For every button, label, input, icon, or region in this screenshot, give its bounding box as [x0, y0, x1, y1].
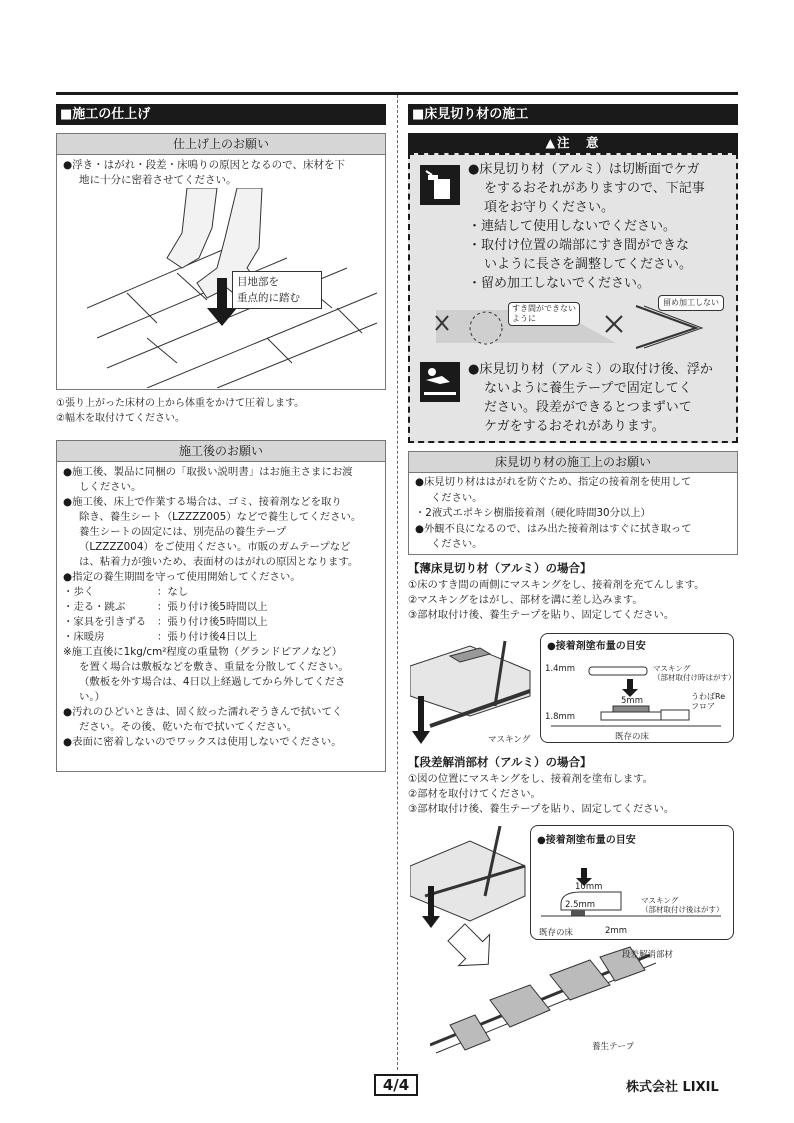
after-line-14: ださい。その後、乾いた布で拭いてください。	[79, 721, 298, 733]
step-dim-10: 10mm	[575, 882, 603, 892]
step-mask-line-1: マスキング	[641, 896, 679, 905]
trim-request-box	[408, 451, 738, 555]
thin-trim-title: 【薄床見切り材（アルミ）の場合】	[408, 561, 592, 575]
after-line-2: しください。	[79, 481, 142, 493]
after-line-6: （LZZZZ004）をご使用ください。市販のガムテープなど	[79, 541, 351, 553]
after-line-5: 養生シートの固定には、別売品の養生テープ	[79, 526, 287, 538]
thin-label-mask2: マスキング	[488, 735, 531, 745]
note-1: ①張り上がった床材の上から体重をかけて圧着します。	[56, 398, 305, 409]
trim-line-1: ●床見切り材ははがれを防ぐため、指定の接着剤を使用して	[415, 476, 692, 488]
caution-heading: ▲注 意	[408, 133, 738, 153]
thin-adhesive-diagram	[540, 633, 734, 743]
after-line-10: を置く場合は敷板などを敷き、重量を分散してください。	[79, 661, 349, 673]
finishing-line-1: ●浮き・はがれ・段差・床鳴りの原因となるので、床材を下	[63, 159, 345, 171]
after-line-11: （敷板を外す場合は、4日以上経過してから外してくださ	[79, 676, 346, 688]
after-line-4: 除き、養生シート（LZZZZ005）などで養生してください。	[79, 511, 362, 523]
step-adhesive-diagram	[530, 825, 734, 940]
thin-floor-line-2: フロア	[691, 702, 715, 711]
thin-trim-steps	[408, 578, 748, 623]
after-line-12: い。）	[79, 691, 105, 703]
trim-line-5: ください。	[431, 538, 483, 550]
note-2: ②幅木を取付けてください。	[56, 413, 185, 424]
caution-line-4: ・連結して使用しないでください。	[468, 219, 677, 234]
period-furniture-value: ：張り付け後5時間以上	[157, 616, 268, 628]
trim-line-3: ・2液式エポキシ樹脂接着剤（硬化時間30分以上）	[415, 507, 651, 519]
caution-line-8: ●床見切り材（アルミ）の取付け後、浮か	[468, 362, 713, 377]
caution-line-11: ケガをするおそれがあります。	[484, 419, 665, 434]
step-label-part: 段差解消部材	[622, 950, 674, 960]
trip-hazard-icon	[420, 362, 460, 402]
cut-hazard-icon	[420, 165, 460, 205]
thin-dim-width: 5mm	[621, 696, 643, 706]
finishing-line-2: 地に十分に密着させてください。	[79, 174, 237, 186]
label-no-gap	[508, 302, 580, 326]
thin-step-1: ①床のすき間の両側にマスキングをし、接着剤を充てんします。	[408, 579, 705, 591]
step-step-1: ①図の位置にマスキングをし、接着剤を塗布します。	[408, 773, 653, 785]
callout-line-2: 重点的に踏む	[237, 292, 300, 304]
step-label-mask	[641, 896, 724, 914]
after-line-1: ●施工後、製品に同梱の「取扱い説明書」はお施主さまにお渡	[63, 466, 353, 478]
step-step-3: ③部材取付け後、養生テープを貼り、固定してください。	[408, 803, 675, 815]
company-name: 株式会社 LIXIL	[626, 1080, 719, 1095]
period-furniture-label: ・家具を引きずる	[63, 616, 147, 628]
step-step-2: ②部材を取付けてください。	[408, 788, 541, 800]
finishing-notes	[56, 396, 386, 426]
thin-step-3: ③部材取付け後、養生テープを貼り、固定してください。	[408, 609, 675, 621]
period-walk	[63, 585, 379, 600]
page-number: 4/4	[374, 1074, 418, 1096]
caution-line-6: いように長さを調整してください。	[484, 257, 693, 272]
caution-line-10: ださい。段差ができるとつまずいて	[484, 400, 692, 415]
thin-label-mask	[653, 664, 736, 682]
caution-line-7: ・留め加工しないでください。	[468, 276, 651, 291]
period-walk-value: ：なし	[157, 586, 189, 598]
thin-label-floor	[691, 692, 725, 712]
period-run-label: ・走る・跳ぶ	[63, 601, 126, 613]
after-line-15: ●表面に密着しないのでワックスは使用しないでください。	[63, 736, 342, 748]
label-no-miter: 留め加工しない	[658, 295, 724, 311]
thin-dim-bottom: 1.8mm	[545, 712, 576, 722]
step-trim-title: 【段差解消部材（アルミ）の場合】	[408, 755, 592, 769]
step-diagram-title: ●接着剤塗布量の目安	[537, 835, 636, 846]
step-label-existing: 既存の床	[539, 928, 574, 938]
label-no-gap-line-1: すき間ができない	[512, 304, 576, 313]
step-mask-line-2: （部材取付け後はがす）	[641, 905, 724, 914]
period-run	[63, 600, 379, 615]
thin-mask-line-1: マスキング	[653, 664, 691, 673]
period-heating-label: ・床暖房	[63, 631, 105, 643]
period-furniture	[63, 615, 379, 630]
period-run-value: ：張り付け後5時間以上	[157, 601, 268, 613]
after-construction-heading: 施工後のお願い	[57, 441, 385, 462]
caution-line-1: ●床見切り材（アルミ）は切断面でケガ	[468, 162, 700, 177]
finishing-request-heading: 仕上げ上のお願い	[57, 134, 385, 155]
thin-floor-line-1: うわばRe	[691, 692, 726, 701]
caution-line-9: ないように養生テープで固定してく	[484, 381, 692, 396]
thin-label-existing: 既存の床	[615, 732, 650, 742]
period-walk-label: ・歩く	[63, 586, 95, 598]
section-title-finishing: ■施工の仕上げ	[56, 104, 386, 125]
column-divider	[397, 95, 398, 1070]
trim-request-heading: 床見切り材の施工上のお願い	[409, 452, 737, 473]
period-heating-value: ：張り付け後4日以上	[157, 631, 258, 643]
step-dim-2: 2mm	[605, 926, 627, 936]
caution-line-3: 項をお守りください。	[484, 200, 615, 215]
after-line-9: ※施工直後に1kg/cm²程度の重量物（グランドピアノなど）	[63, 646, 343, 658]
after-line-13: ●汚れのひどいときは、固く絞った濡れぞうきんで拭いてく	[63, 706, 343, 718]
after-construction-box	[56, 440, 386, 772]
thin-dim-top: 1.4mm	[545, 664, 576, 674]
trim-line-4: ●外観不良になるので、はみ出た接着剤はすぐに拭き取って	[415, 522, 692, 535]
step-trim-steps	[408, 772, 748, 817]
thin-mask-line-2: （部材取付け時はがす）	[653, 673, 736, 682]
thin-trim-illustration	[410, 636, 540, 746]
caution-line-5: ・取付け位置の端部にすき間ができな	[468, 238, 690, 253]
caution-box	[408, 133, 738, 443]
trim-line-2: ください。	[431, 491, 483, 504]
step-dim-25: 2.5mm	[565, 900, 596, 910]
section-title-trim: ■床見切り材の施工	[408, 104, 738, 125]
after-line-8: ●指定の養生期間を守って使用開始してください。	[63, 571, 301, 583]
after-line-7: は、粘着力が強いため、表面材のはがれの原因となります。	[79, 556, 359, 568]
caution-line-2: をするおそれがありますので、下記事	[484, 181, 705, 196]
thin-diagram-title: ●接着剤塗布量の目安	[547, 641, 646, 652]
step-label-tape: 養生テープ	[592, 1042, 635, 1052]
label-no-gap-line-2: ように	[512, 314, 536, 323]
after-line-3: ●施工後、床上で作業する場合は、ゴミ、接着剤などを取り	[63, 496, 342, 508]
period-heating	[63, 630, 379, 645]
thin-step-2: ②マスキングをはがし、部材を溝に差し込みます。	[408, 594, 643, 606]
callout-line-1: 目地部を	[237, 276, 279, 288]
callout-press-joints	[232, 271, 322, 309]
finishing-request-box	[56, 133, 386, 390]
